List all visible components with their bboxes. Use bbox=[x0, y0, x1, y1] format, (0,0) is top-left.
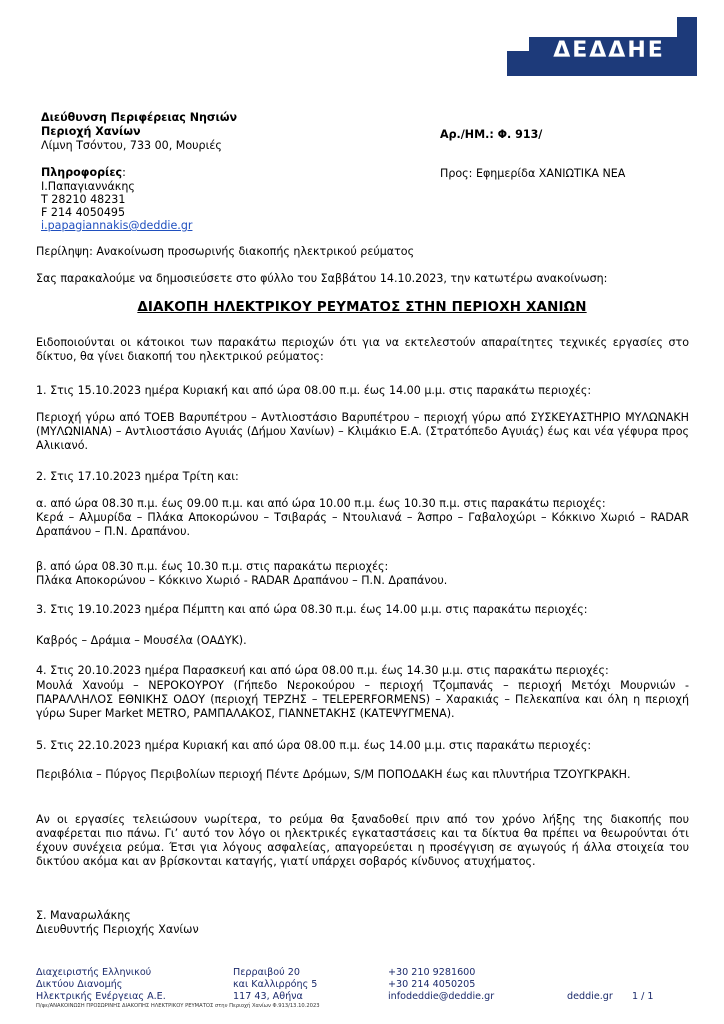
info-name: Ι.Παπαγιαννάκης bbox=[41, 180, 135, 193]
footer-address-3: 117 43, Αθήνα bbox=[233, 991, 303, 1002]
signatory-role: Διευθυντής Περιοχής Χανίων bbox=[36, 923, 199, 936]
item-4-heading: 4. Στις 20.10.2023 ημέρα Παρασκευή και από ώρα 08.00 π.μ. έως 14.30 μ.μ. στις παρακάτω περιοχές: bbox=[36, 664, 609, 677]
footer-company-2: Δικτύου Διανομής bbox=[36, 979, 123, 990]
sender-line-1: Διεύθυνση Περιφέρειας Νησιών bbox=[41, 111, 238, 124]
item-5-heading: 5. Στις 22.10.2023 ημέρα Κυριακή και από ώρα 08.00 π.μ. έως 14.00 μ.μ. στις παρακάτω περιοχές: bbox=[36, 739, 592, 752]
footer-address-2: και Καλλιρρόης 5 bbox=[233, 979, 318, 990]
item-1-heading: 1. Στις 15.10.2023 ημέρα Κυριακή και από ώρα 08.00 π.μ. έως 14.00 μ.μ. στις παρακάτω περιοχές: bbox=[36, 384, 592, 397]
info-fax: F 214 4050495 bbox=[41, 206, 126, 219]
footer-company-3: Ηλεκτρικής Ενέργειας Α.Ε. bbox=[36, 991, 166, 1002]
footer-email-link[interactable]: infodeddie@deddie.gr bbox=[388, 991, 495, 1002]
page-number: 1 / 1 bbox=[632, 991, 654, 1002]
info-heading bbox=[41, 166, 126, 180]
item-2a-areas: Κερά – Αλμυρίδα – Πλάκα Αποκορώνου – Τσιβαράς – Ντουλιανά – Άσπρο – Γαβαλοχώρι – Κόκκινο Χωριό – RADAR Δραπάνου – Π.Ν. Δραπάνου. bbox=[36, 511, 689, 538]
item-5-areas: Περιβόλια – Πύργος Περιβολίων περιοχή Πέντε Δρόμων, S/M ΠΟΠΟΔΑΚΗ έως και πλυντήρια ΤΖΟΥΓΚΡΑΚΗ. bbox=[36, 768, 631, 781]
info-email-link[interactable]: i.papagiannakis@deddie.gr bbox=[41, 219, 193, 232]
footer-phone-1: +30 210 9281600 bbox=[388, 967, 476, 978]
reference-number: Αρ./ΗΜ.: Φ. 913/ bbox=[440, 128, 543, 141]
file-path-note: Π/φε/ΑΝΑΚΟΙΝΩΣΗ ΠΡΟΣΩΡΙΝΗΣ ΔΙΑΚΟΠΗΣ ΗΛΕΚΤΡΙΚΟΥ ΡΕΥΜΑΤΟΣ στην Περιοχή Χανίων Φ.913/13.10.2023 bbox=[36, 1003, 320, 1009]
item-2b-heading: β. από ώρα 08.30 π.μ. έως 10.30 π.μ. στις παρακάτω περιοχές: bbox=[36, 560, 389, 573]
intro-paragraph: Ειδοποιούνται οι κάτοικοι των παρακάτω περιοχών ότι για να εκτελεστούν απαραίτητες τεχνικές εργασίες στο δίκτυο, θα γίνει διακοπή του ηλεκτρικού ρεύματος: bbox=[36, 336, 689, 363]
safety-notice: Αν οι εργασίες τελειώσουν νωρίτερα, το ρεύμα θα ξαναδοθεί πριν από τον χρόνο λήξης της διακοπής που αναφέρεται πιο πάνω. Γι’ αυτό τον λόγο οι ηλεκτρικές εγκαταστάσεις και τα δίκτυα θα πρέπει να θεωρούνται ότι έχουν συνέχεια ρεύμα. Έτσι για λόγους ασφαλείας, απαγορεύεται η προσέγγιση σε αγωγούς ή άλλα στοιχεία του δικτύου ακόμα και αν βρίσκονται καταγής, γιατί υπάρχει σοβαρός κίνδυνος ατυχήματος. bbox=[36, 813, 689, 868]
item-4-areas: Μουλά Χανούμ – ΝΕΡΟΚΟΥΡΟΥ (Γήπεδο Νεροκούρου – περιοχή Τζομπανάς – περιοχή Μετόχι Μουρνιών - ΠΑΡΑΛΛΗΛΟΣ ΕΘΝΙΚΗΣ ΟΔΟΥ (περιοχή ΤΕΡΖΗΣ – TELEPERFORMENS) – Χαρακιάς – Πελεκαπίνα και όλη η περιοχή γύρω Super Market METRO, ΡΑΜΠΑΛΑΚΟΣ, ΓΙΑΝΝΕΤΑΚΗΣ (ΚΑΤΕΨΥΓΜΕΝΑ). bbox=[36, 679, 689, 720]
info-tel: Τ 28210 48231 bbox=[41, 193, 126, 206]
footer-company-1: Διαχειριστής Ελληνικού bbox=[36, 967, 152, 978]
publication-request: Σας παρακαλούμε να δημοσιεύσετε στο φύλλο του Σαββάτου 14.10.2023, την κατωτέρω ανακοίνωση: bbox=[36, 272, 608, 285]
footer-address-1: Περραιβού 20 bbox=[233, 967, 300, 978]
info-heading-label: Πληροφορίες bbox=[41, 166, 123, 179]
item-2b-areas: Πλάκα Αποκορώνου – Κόκκινο Χωριό - RADAR Δραπάνου – Π.Ν. Δραπάνου. bbox=[36, 574, 448, 587]
sender-line-2: Περιοχή Χανίων bbox=[41, 125, 141, 138]
item-1-areas: Περιοχή γύρω από ΤΟΕΒ Βαρυπέτρου – Αντλιοστάσιο Βαρυπέτρου – περιοχή γύρω από ΣΥΣΚΕΥΑΣΤΗΡΙΟ ΜΥΛΩΝΑΚΗ (ΜΥΛΩΝΙΑΝΑ) – Αντλιοστάσιο Αγυιάς (Δήμου Χανίων) – Κλιμάκιο Ε.Α. (Στρατόπεδο Αγυιάς) έως και νέα γέφυρα προς Αλικιανό. bbox=[36, 411, 689, 452]
item-2a-heading: α. από ώρα 08.30 π.μ. έως 09.00 π.μ. και από ώρα 10.00 π.μ. έως 10.30 π.μ. στις παρακάτω περιοχές: bbox=[36, 497, 606, 510]
item-2-heading: 2. Στις 17.10.2023 ημέρα Τρίτη και: bbox=[36, 470, 239, 483]
recipient: Προς: Εφημερίδα ΧΑΝΙΩΤΙΚΑ ΝΕΑ bbox=[440, 167, 626, 180]
sender-line-3: Λίμνη Τσόντου, 733 00, Μουριές bbox=[41, 139, 222, 152]
deddie-logo bbox=[507, 17, 697, 76]
item-3-heading: 3. Στις 19.10.2023 ημέρα Πέμπτη και από ώρα 08.30 π.μ. έως 14.00 μ.μ. στις παρακάτω περιοχές: bbox=[36, 603, 588, 616]
signatory-name: Σ. Μαναρωλάκης bbox=[36, 909, 131, 922]
footer-phone-2: +30 214 4050205 bbox=[388, 979, 476, 990]
summary: Περίληψη: Ανακοίνωση προσωρινής διακοπής ηλεκτρικού ρεύματος bbox=[36, 245, 415, 258]
item-3-areas: Καβρός – Δράμια – Μουσέλα (ΟΑΔΥΚ). bbox=[36, 634, 247, 647]
info-heading-colon: : bbox=[122, 166, 126, 179]
logo-text: ΔΕΔΔΗΕ bbox=[553, 37, 665, 63]
footer-website-link[interactable]: deddie.gr bbox=[567, 991, 613, 1002]
announcement-title: ΔΙΑΚΟΠΗ ΗΛΕΚΤΡΙΚΟΥ ΡΕΥΜΑΤΟΣ ΣΤΗΝ ΠΕΡΙΟΧΗ ΧΑΝΙΩΝ bbox=[137, 300, 587, 315]
